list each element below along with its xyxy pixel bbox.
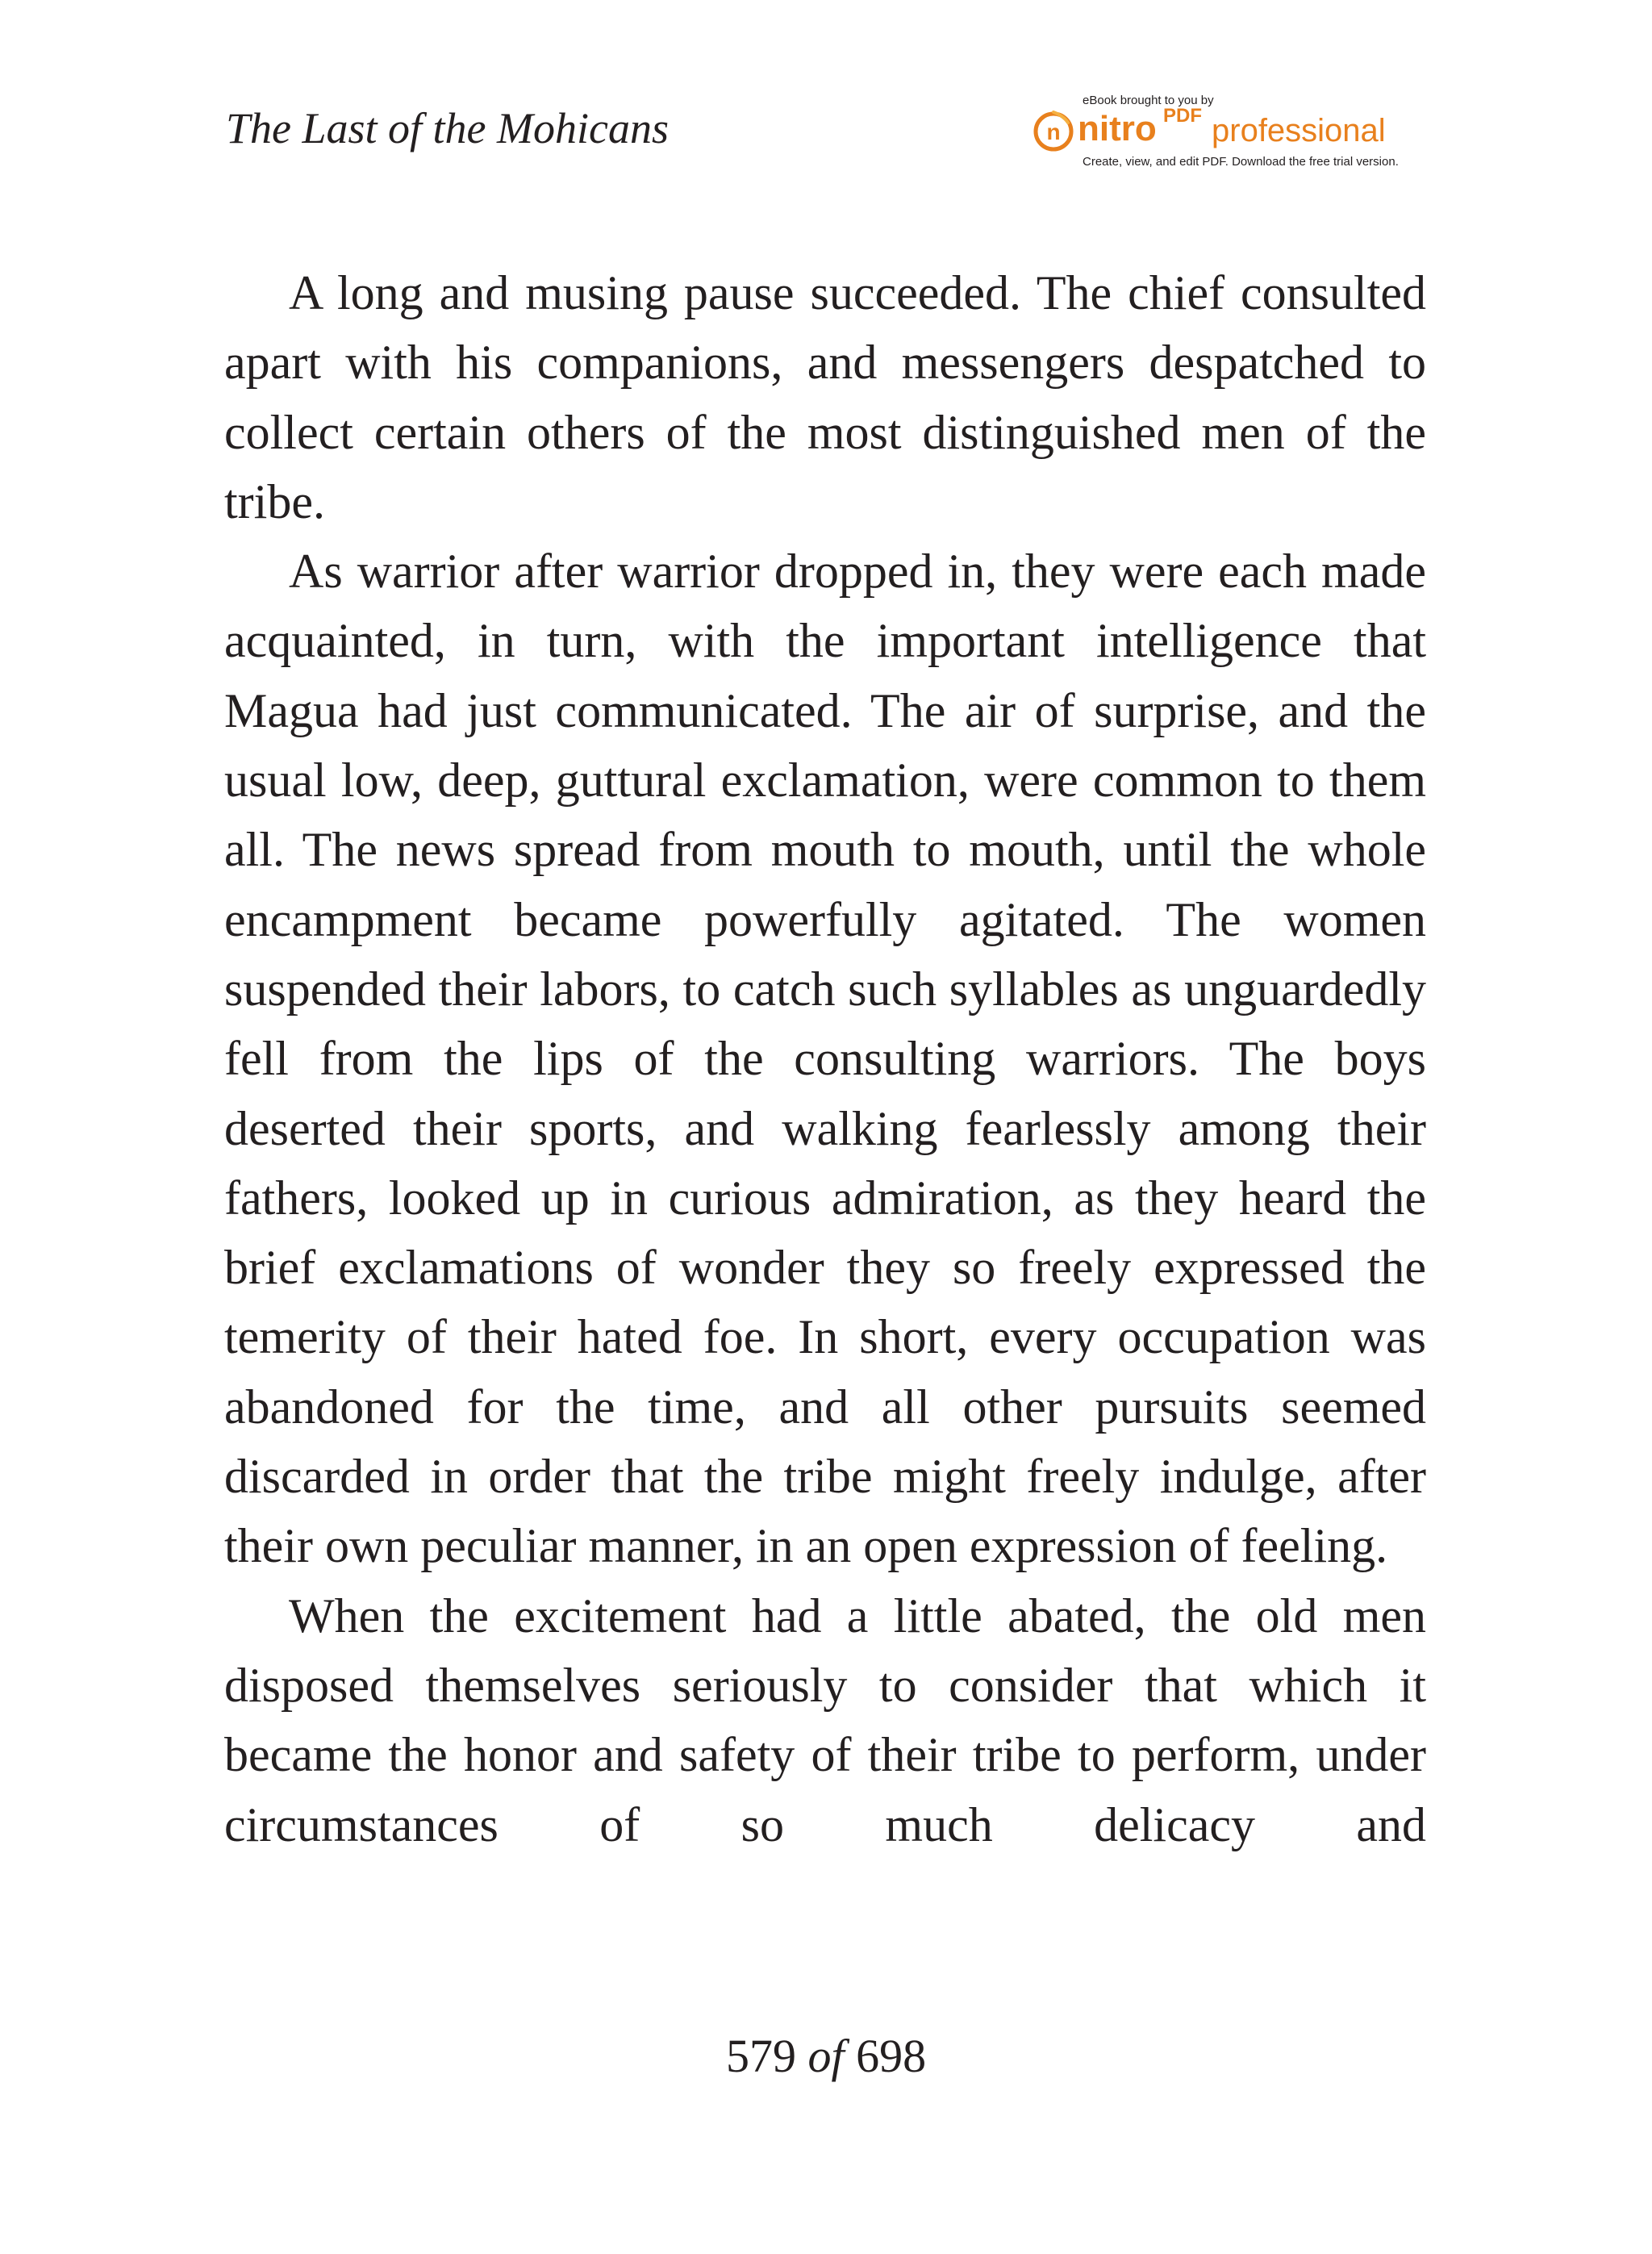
total-pages: 698 bbox=[856, 2030, 927, 2082]
brand-product: professional bbox=[1212, 113, 1386, 148]
page-separator: of bbox=[807, 2030, 845, 2082]
brand-tagline-bottom: Create, view, and edit PDF. Download the free trial version. bbox=[1083, 155, 1399, 169]
page-body bbox=[224, 258, 1426, 1860]
svg-text:n: n bbox=[1046, 119, 1061, 144]
brand-name: nitro bbox=[1078, 109, 1157, 148]
page-number bbox=[0, 2030, 1652, 2082]
current-page: 579 bbox=[725, 2030, 796, 2082]
paragraph: When the excitement had a little abated, the old men disposed themselves seriously to consider that which it became the honor and safety of their tribe to perform, under circumstances of so much delicacy and bbox=[224, 1588, 1426, 1851]
brand-superscript: PDF bbox=[1163, 105, 1202, 127]
nitro-logo-icon bbox=[1032, 110, 1074, 152]
brand-tagline-top: eBook brought to you by bbox=[1083, 94, 1214, 107]
paragraph: A long and musing pause succeeded. The chief consulted apart with his companions, and messengers despatched to collect certain others of the most distinguished men of the tribe. bbox=[224, 266, 1426, 528]
paragraph: As warrior after warrior dropped in, they were each made acquainted, in turn, with the important intelligence that Magua had just communicated. The air of surprise, and the usual low, deep, guttural exclamation, were common to them all. The news spread from mouth to mouth, until the whole encampment became powerfully agitated. The women suspended their labors, to catch such syllables as unguardedly fell from the lips of the consulting warriors. The boys deserted their sports, and walking fearlessly among their fathers, looked up in curious admiration, as they heard the brief exclamations of wonder they so freely expressed the temerity of their hated foe. In short, every occupation was abandoned for the time, and all other pursuits seemed discarded in order that the tribe might freely indulge, after their own peculiar manner, in an open expression of feeling. bbox=[224, 545, 1426, 1573]
running-book-title: The Last of the Mohicans bbox=[226, 104, 669, 152]
nitro-pdf-banner bbox=[1032, 90, 1420, 171]
